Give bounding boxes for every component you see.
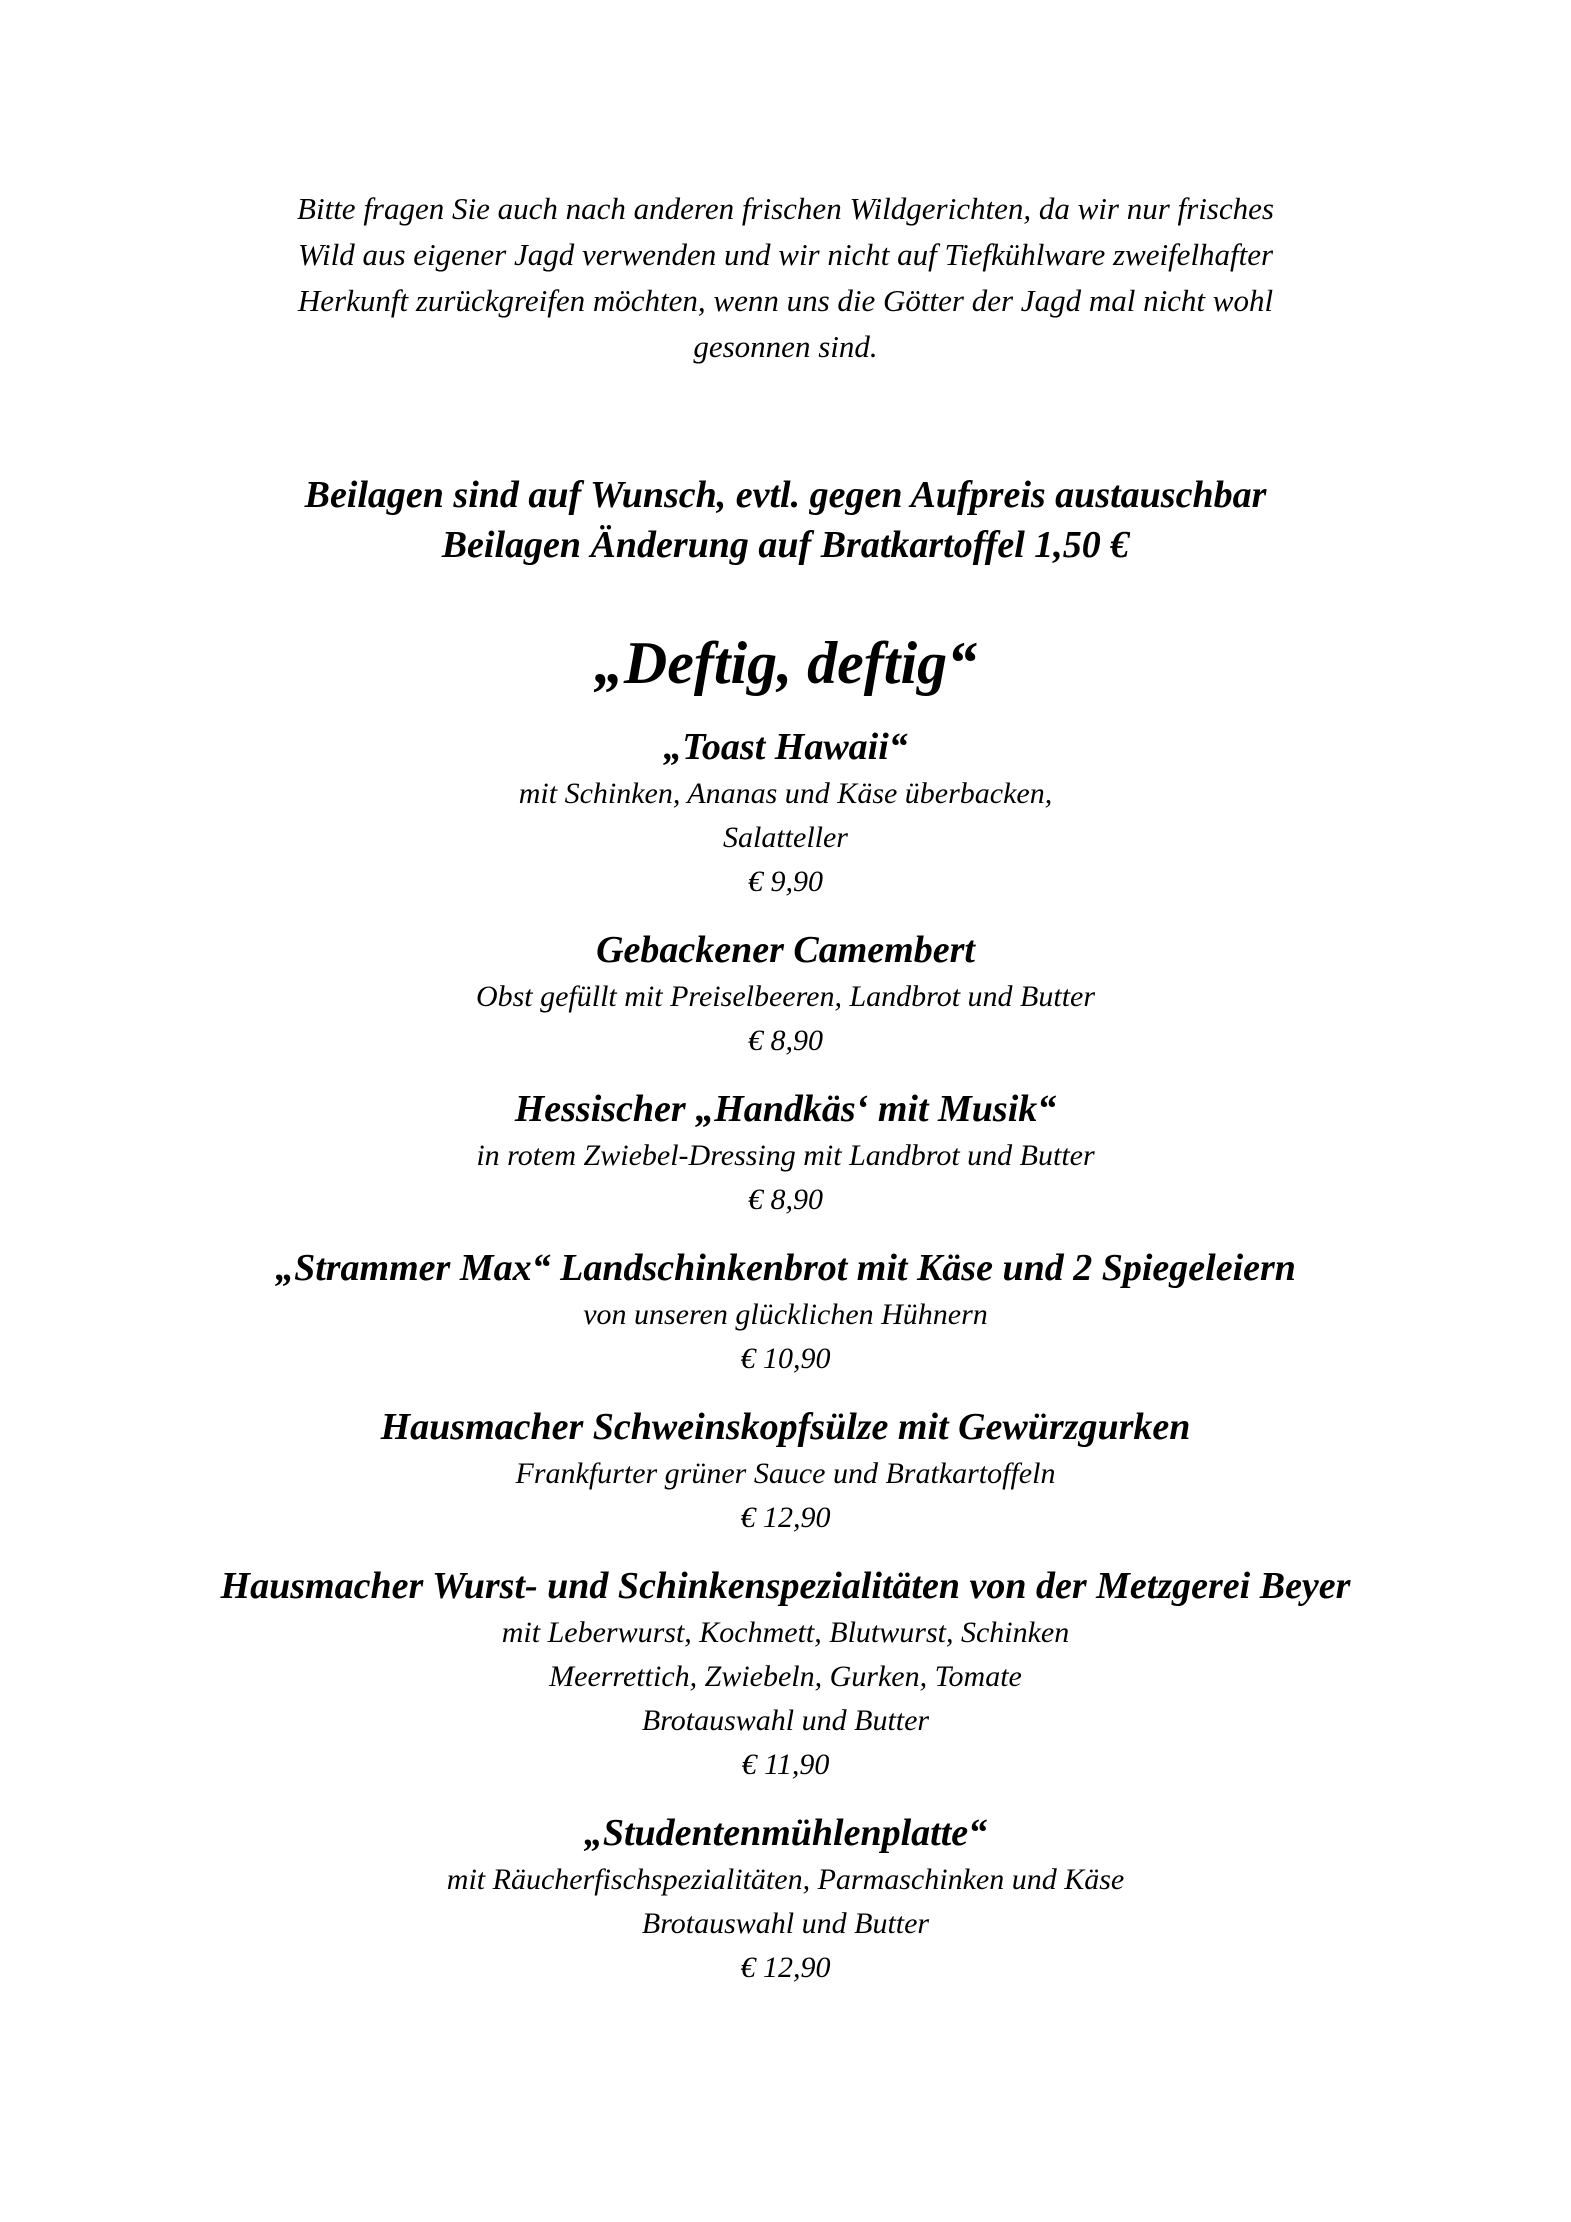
intro-line: Herkunft zurückgreifen möchten, wenn uns die Götter der Jagd mal nicht wohl [297,283,1274,318]
menu-item [0,722,1571,904]
menu-item [0,1561,1571,1787]
menu-item-description: Salatteller [723,821,848,854]
menu-item-description: von unseren glücklichen Hühnern [583,1298,988,1331]
menu-item-name: „Studentenmühlenplatte“ [583,1812,988,1854]
menu-item-price: € 12,90 [740,1951,831,1984]
section-title: „Deftig, deftig“ [593,630,978,696]
menu-item-description: mit Räucherfischspezialitäten, Parmaschinken und Käse [446,1863,1125,1896]
menu-item-description: mit Leberwurst, Kochmett, Blutwurst, Schinken [501,1616,1070,1649]
menu-item-description: Brotauswahl und Butter [641,1907,930,1940]
side-dish-notes [0,470,1571,570]
intro-line: Wild aus eigener Jagd verwenden und wir nicht auf Tiefkühlware zweifelhafter [297,237,1274,272]
side-dish-note-surcharge: Beilagen Änderung auf Bratkartoffel 1,50 € [441,524,1130,566]
menu-item-name: „Toast Hawaii“ [663,726,908,768]
menu-item-name: Gebackener Camembert [596,929,975,971]
menu-item-price: € 9,90 [748,865,823,898]
menu-item-price: € 12,90 [740,1501,831,1534]
menu-item-price: € 10,90 [740,1342,831,1375]
menu-item-price: € 11,90 [741,1748,830,1781]
menu-item-description: Meerrettich, Zwiebeln, Gurken, Tomate [549,1660,1022,1693]
menu-item [0,925,1571,1063]
menu-item-name: Hausmacher Wurst- und Schinkenspezialitäten von der Metzgerei Beyer [220,1565,1351,1607]
menu-item-description: Brotauswahl und Butter [641,1704,930,1737]
menu-item-description: mit Schinken, Ananas und Käse überbacken, [518,777,1053,810]
menu-item-name: Hausmacher Schweinskopfsülze mit Gewürzgurken [380,1406,1191,1448]
menu-list [0,722,1571,2011]
menu-item [0,1243,1571,1381]
menu-item-price: € 8,90 [748,1024,823,1057]
menu-item-name: „Strammer Max“ Landschinkenbrot mit Käse und 2 Spiegeleiern [275,1247,1296,1289]
intro-paragraph [190,186,1381,370]
menu-item-description: in rotem Zwiebel-Dressing mit Landbrot und Butter [476,1139,1095,1172]
intro-line: gesonnen sind. [693,329,878,364]
menu-item-description: Frankfurter grüner Sauce und Bratkartoffeln [515,1457,1056,1490]
menu-item-name: Hessischer „Handkäs‘ mit Musik“ [514,1088,1057,1130]
menu-item [0,1402,1571,1540]
menu-item-price: € 8,90 [748,1183,823,1216]
menu-item [0,1084,1571,1222]
menu-item-description: Obst gefüllt mit Preiselbeeren, Landbrot und Butter [475,980,1096,1013]
side-dish-note-exchange: Beilagen sind auf Wunsch, evtl. gegen Aufpreis austauschbar [304,474,1267,516]
menu-item [0,1808,1571,1990]
intro-line: Bitte fragen Sie auch nach anderen frischen Wildgerichten, da wir nur frisches [297,191,1274,226]
